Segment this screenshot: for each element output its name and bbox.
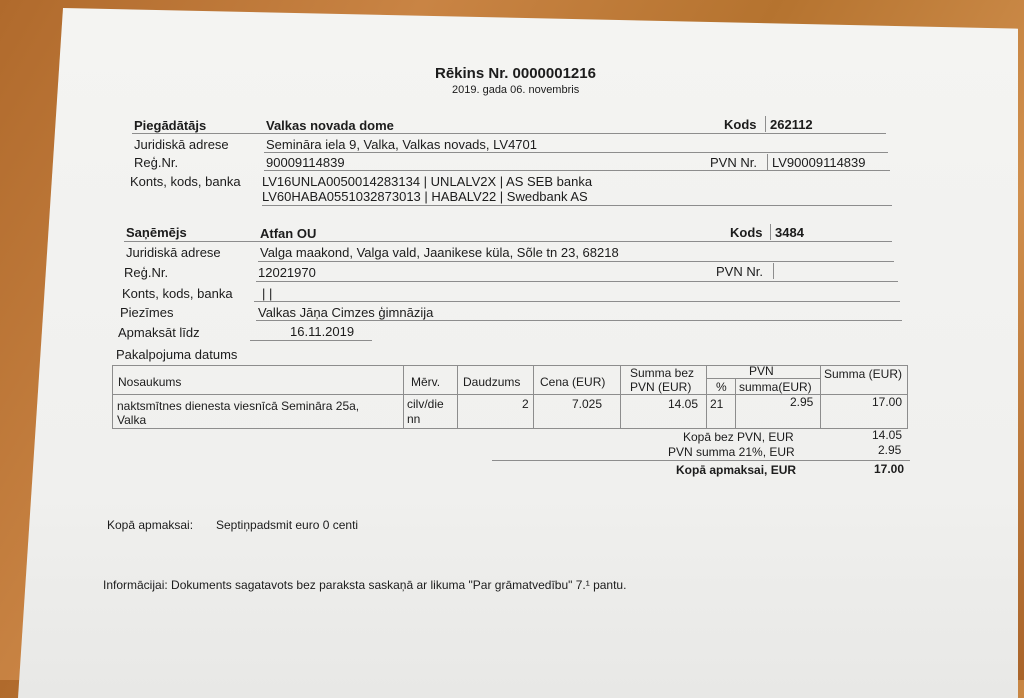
supplier-bank-2: LV60HABA0551032873013 | HABALV22 | Swedbank AS bbox=[262, 189, 588, 204]
col-header-sum-wo-vat-1: Summa bez bbox=[630, 366, 695, 380]
supplier-bank-1: LV16UNLA0050014283134 | UNLALV2X | AS SEB banka bbox=[262, 174, 593, 189]
row-qty: 2 bbox=[522, 397, 529, 411]
supplier-kods: 262112 bbox=[770, 117, 813, 132]
supplier-address: Semināra iela 9, Valka, Valkas novads, LV4701 bbox=[266, 137, 537, 152]
receiver-bank-label: Konts, kods, banka bbox=[122, 286, 233, 301]
col-header-price: Cena (EUR) bbox=[540, 375, 606, 389]
words-value: Septiņpadsmit euro 0 centi bbox=[216, 518, 359, 532]
row-sum-wo-vat: 14.05 bbox=[668, 397, 699, 411]
row-name-2: Valka bbox=[117, 413, 147, 427]
row-vat-pct: 21 bbox=[710, 397, 724, 411]
col-header-total: Summa (EUR) bbox=[824, 367, 903, 381]
row-unit-1: cilv/die bbox=[407, 397, 444, 411]
col-header-vat-sum: summa(EUR) bbox=[739, 380, 812, 394]
total-grand-label: Kopā apmaksai, EUR bbox=[676, 463, 797, 477]
receiver-reg-label: Reģ.Nr. bbox=[124, 265, 169, 280]
supplier-kods-label: Kods bbox=[724, 117, 757, 132]
total-vat: 2.95 bbox=[878, 443, 902, 457]
receiver-kods: 3484 bbox=[775, 225, 804, 240]
supplier-reg: 90009114839 bbox=[266, 155, 345, 170]
col-header-sum-wo-vat-2: PVN (EUR) bbox=[630, 380, 692, 394]
pay-until-value: 16.11.2019 bbox=[290, 324, 355, 339]
supplier-bank-label: Konts, kods, banka bbox=[130, 174, 241, 189]
col-header-unit: Mērv. bbox=[411, 375, 441, 389]
invoice-title: Rēkins Nr. 0000001216 bbox=[435, 65, 596, 82]
receiver-address-label: Juridiskā adrese bbox=[126, 245, 221, 260]
row-unit-2: nn bbox=[407, 412, 421, 426]
receiver-name: Atfan OU bbox=[260, 226, 317, 241]
row-vat-sum: 2.95 bbox=[790, 395, 814, 409]
pay-until-label: Apmaksāt līdz bbox=[118, 325, 200, 340]
total-vat-label: PVN summa 21%, EUR bbox=[668, 445, 795, 459]
total-wo-vat-label: Kopā bez PVN, EUR bbox=[683, 430, 794, 444]
receiver-bank: | | bbox=[262, 286, 273, 301]
col-header-qty: Daudzums bbox=[463, 375, 521, 389]
receiver-kods-label: Kods bbox=[730, 225, 763, 240]
supplier-name: Valkas novada dome bbox=[266, 118, 394, 133]
receiver-address: Valga maakond, Valga vald, Jaanikese küla, Sõle tn 23, 68218 bbox=[260, 245, 619, 260]
words-label: Kopā apmaksai: bbox=[107, 518, 194, 532]
notes-label: Piezīmes bbox=[120, 305, 174, 320]
receiver-pvn-label: PVN Nr. bbox=[716, 264, 763, 279]
invoice-date: 2019. gada 06. novembris bbox=[452, 84, 580, 96]
service-date-label: Pakalpojuma datums bbox=[116, 347, 238, 362]
supplier-reg-label: Reģ.Nr. bbox=[134, 155, 179, 170]
col-header-vat: PVN bbox=[749, 364, 774, 378]
col-header-name: Nosaukums bbox=[118, 375, 182, 389]
row-total: 17.00 bbox=[872, 395, 903, 409]
notes-value: Valkas Jāņa Cimzes ģimnāzija bbox=[258, 305, 434, 320]
row-price: 7.025 bbox=[572, 397, 603, 411]
total-grand: 17.00 bbox=[874, 462, 905, 476]
supplier-pvn-label: PVN Nr. bbox=[710, 155, 757, 170]
supplier-label: Piegādātājs bbox=[134, 118, 207, 133]
col-header-vat-pct: % bbox=[716, 380, 727, 394]
receiver-reg: 12021970 bbox=[258, 265, 316, 280]
row-name-1: naktsmītnes dienesta viesnīcā Semināra 25a, bbox=[117, 399, 360, 413]
supplier-address-label: Juridiskā adrese bbox=[134, 137, 229, 152]
supplier-pvn: LV90009114839 bbox=[772, 155, 866, 170]
info-note: Informācijai: Dokuments sagatavots bez paraksta saskaņā ar likuma "Par grāmatvedību" 7.¹ pantu. bbox=[103, 578, 627, 592]
total-wo-vat: 14.05 bbox=[872, 428, 903, 442]
receiver-label: Saņēmējs bbox=[126, 225, 187, 240]
